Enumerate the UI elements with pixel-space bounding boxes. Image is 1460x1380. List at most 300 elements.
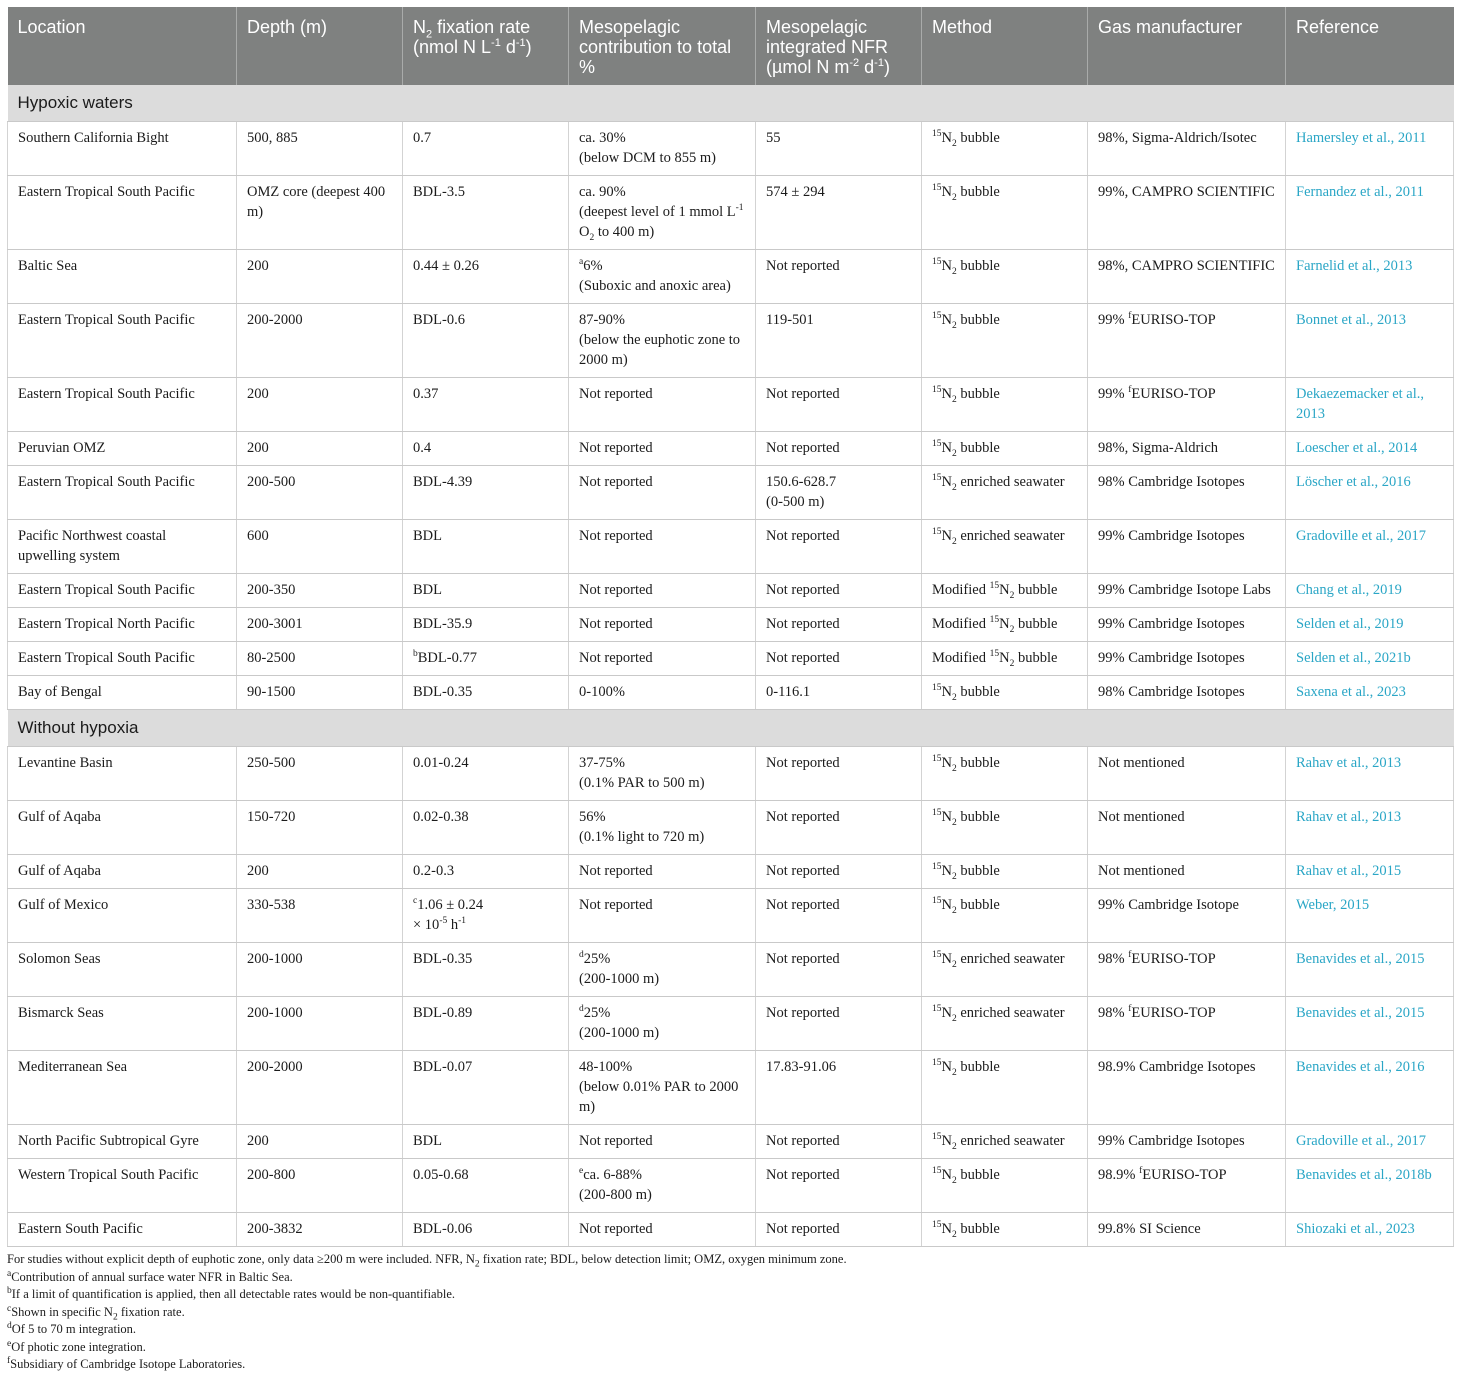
cell-reference[interactable] bbox=[1286, 1213, 1454, 1247]
cell-text: N bbox=[941, 863, 952, 879]
cell-text: EURISO-TOP bbox=[1131, 951, 1216, 967]
cell-text: (200-1000 m) bbox=[579, 971, 660, 987]
cell-method bbox=[922, 574, 1088, 608]
cell-depth bbox=[237, 574, 403, 608]
cell-nfr bbox=[403, 1125, 569, 1159]
cell-text: 15 bbox=[932, 808, 942, 819]
table-row bbox=[8, 676, 1454, 710]
cell-reference[interactable] bbox=[1286, 997, 1454, 1051]
cell-text: 87-90% bbox=[579, 312, 625, 328]
cell-text: bubble bbox=[956, 897, 1000, 913]
cell-text: 98% Cambridge Isotopes bbox=[1098, 474, 1245, 490]
cell-contribution bbox=[569, 1213, 756, 1247]
cell-text: Not reported bbox=[766, 258, 840, 274]
cell-method bbox=[922, 801, 1088, 855]
cell-integrated bbox=[756, 1051, 922, 1125]
cell-reference[interactable] bbox=[1286, 1159, 1454, 1213]
cell-text: bubble bbox=[956, 184, 1000, 200]
cell-text: Not reported bbox=[579, 582, 653, 598]
cell-text: Eastern South Pacific bbox=[18, 1221, 143, 1237]
cell-text: 200 bbox=[247, 1133, 269, 1149]
cell-text: Not reported bbox=[766, 650, 840, 666]
table-row bbox=[8, 608, 1454, 642]
cell-text: Löscher et al., 2016 bbox=[1296, 474, 1411, 490]
table-row bbox=[8, 304, 1454, 378]
cell-location bbox=[8, 1213, 237, 1247]
cell-location bbox=[8, 642, 237, 676]
cell-integrated bbox=[756, 855, 922, 889]
cell-text: 2 bbox=[951, 138, 957, 149]
cell-text: N bbox=[941, 897, 952, 913]
cell-reference[interactable] bbox=[1286, 747, 1454, 801]
cell-integrated bbox=[756, 466, 922, 520]
cell-text: 2 bbox=[951, 763, 957, 774]
cell-text: Eastern Tropical South Pacific bbox=[18, 386, 195, 402]
cell-method bbox=[922, 304, 1088, 378]
cell-text: (0.1% light to 720 m) bbox=[579, 829, 705, 845]
cell-text: EURISO-TOP bbox=[1131, 1005, 1216, 1021]
cell-text: Not reported bbox=[579, 650, 653, 666]
cell-text: Loescher et al., 2014 bbox=[1296, 440, 1418, 456]
cell-location bbox=[8, 378, 237, 432]
cell-text: 15 bbox=[989, 581, 1000, 592]
cell-reference[interactable] bbox=[1286, 378, 1454, 432]
cell-text: 15 bbox=[932, 1220, 942, 1231]
cell-text: Hamersley et al., 2011 bbox=[1296, 130, 1427, 146]
cell-text: N bbox=[941, 386, 952, 402]
cell-text: bubble bbox=[956, 312, 1000, 328]
cell-text: N bbox=[941, 130, 952, 146]
cell-reference[interactable] bbox=[1286, 676, 1454, 710]
cell-text: bubble bbox=[956, 1059, 1000, 1075]
cell-text: N bbox=[999, 582, 1010, 598]
cell-contribution bbox=[569, 250, 756, 304]
cell-text: -1 bbox=[735, 203, 744, 214]
cell-method bbox=[922, 747, 1088, 801]
cell-text: BDL-0.06 bbox=[413, 1221, 473, 1237]
cell-text: 200-3832 bbox=[247, 1221, 303, 1237]
cell-text: Selden et al., 2021b bbox=[1296, 650, 1411, 666]
cell-text: 2 bbox=[951, 959, 957, 970]
cell-gas bbox=[1088, 466, 1286, 520]
cell-reference[interactable] bbox=[1286, 574, 1454, 608]
cell-depth bbox=[237, 378, 403, 432]
cell-contribution bbox=[569, 889, 756, 943]
cell-text: BDL bbox=[413, 582, 442, 598]
cell-text: (below 0.01% PAR to 2000 m) bbox=[579, 1079, 739, 1115]
cell-text: 98%, Sigma-Aldrich/Isotec bbox=[1098, 130, 1257, 146]
cell-text: N bbox=[941, 951, 952, 967]
cell-depth bbox=[237, 122, 403, 176]
cell-method bbox=[922, 642, 1088, 676]
cell-text: N bbox=[941, 1059, 952, 1075]
cell-text: Gradoville et al., 2017 bbox=[1296, 1133, 1427, 1149]
cell-text: 15 bbox=[932, 473, 942, 484]
footnotes bbox=[7, 1251, 1453, 1374]
cell-text: 15 bbox=[932, 1166, 942, 1177]
cell-text: ca. 30% bbox=[579, 130, 626, 146]
cell-location bbox=[8, 520, 237, 574]
cell-text: BDL bbox=[413, 1133, 442, 1149]
cell-location bbox=[8, 176, 237, 250]
cell-text: Not reported bbox=[766, 616, 840, 632]
cell-contribution bbox=[569, 855, 756, 889]
cell-depth bbox=[237, 801, 403, 855]
cell-contribution bbox=[569, 520, 756, 574]
cell-text: 99% bbox=[1098, 312, 1129, 328]
cell-text: 55 bbox=[766, 130, 781, 146]
cell-text: 2 bbox=[951, 192, 957, 203]
cell-text: N bbox=[999, 650, 1010, 666]
cell-method bbox=[922, 250, 1088, 304]
table-row bbox=[8, 889, 1454, 943]
cell-text: d bbox=[579, 1004, 584, 1015]
cell-reference[interactable] bbox=[1286, 176, 1454, 250]
cell-text: 6% bbox=[583, 258, 603, 274]
cell-reference[interactable] bbox=[1286, 466, 1454, 520]
cell-text: O bbox=[579, 224, 590, 240]
cell-integrated bbox=[756, 943, 922, 997]
cell-integrated bbox=[756, 801, 922, 855]
cell-text: (200-1000 m) bbox=[579, 1025, 660, 1041]
cell-text: 0-116.1 bbox=[766, 684, 811, 700]
cell-text: 98.9% Cambridge Isotopes bbox=[1098, 1059, 1256, 1075]
cell-contribution bbox=[569, 1159, 756, 1213]
cell-text: 99%, CAMPRO SCIENTIFIC bbox=[1098, 184, 1275, 200]
cell-text: 2 bbox=[1009, 590, 1015, 601]
cell-text: a bbox=[579, 257, 584, 268]
cell-text: bubble bbox=[956, 1221, 1000, 1237]
cell-text: (200-800 m) bbox=[579, 1187, 652, 1203]
cell-text: 200-1000 bbox=[247, 951, 303, 967]
table-row bbox=[8, 1159, 1454, 1213]
cell-contribution bbox=[569, 642, 756, 676]
cell-text: Not reported bbox=[579, 440, 653, 456]
cell-location bbox=[8, 122, 237, 176]
cell-text: Eastern Tropical South Pacific bbox=[18, 474, 195, 490]
cell-contribution bbox=[569, 304, 756, 378]
col-contribution: Mesopelagic contribution to total % bbox=[569, 7, 756, 85]
table-row bbox=[8, 1213, 1454, 1247]
cell-text: 37-75% bbox=[579, 755, 625, 771]
table-row bbox=[8, 176, 1454, 250]
cell-text: Benavides et al., 2016 bbox=[1296, 1059, 1425, 1075]
cell-text: 25% bbox=[583, 1005, 611, 1021]
cell-text: 200 bbox=[247, 863, 269, 879]
cell-text: Fernandez et al., 2011 bbox=[1296, 184, 1424, 200]
cell-text: 0.4 bbox=[413, 440, 432, 456]
cell-text: Not reported bbox=[579, 528, 653, 544]
cell-integrated bbox=[756, 1125, 922, 1159]
cell-text: (below the euphotic zone to 2000 m) bbox=[579, 332, 741, 368]
cell-nfr bbox=[403, 466, 569, 520]
cell-text: 48-100% bbox=[579, 1059, 633, 1075]
cell-location bbox=[8, 747, 237, 801]
cell-text: 98%, CAMPRO SCIENTIFIC bbox=[1098, 258, 1275, 274]
cell-method bbox=[922, 608, 1088, 642]
cell-text: N bbox=[941, 258, 952, 274]
section-hypoxic-label: Hypoxic waters bbox=[8, 85, 1454, 122]
cell-reference[interactable] bbox=[1286, 943, 1454, 997]
cell-reference[interactable] bbox=[1286, 122, 1454, 176]
cell-text: 200-350 bbox=[247, 582, 296, 598]
cell-text: North Pacific Subtropical Gyre bbox=[18, 1133, 199, 1149]
cell-text: BDL bbox=[413, 528, 442, 544]
cell-text: BDL-0.35 bbox=[413, 951, 473, 967]
cell-text: 200 bbox=[247, 440, 269, 456]
cell-text: Rahav et al., 2015 bbox=[1296, 863, 1402, 879]
cell-integrated bbox=[756, 608, 922, 642]
cell-text: bubble bbox=[956, 684, 1000, 700]
cell-text: 15 bbox=[932, 439, 942, 450]
cell-gas bbox=[1088, 997, 1286, 1051]
cell-text: N bbox=[941, 1005, 952, 1021]
cell-location bbox=[8, 801, 237, 855]
cell-text: 17.83-91.06 bbox=[766, 1059, 837, 1075]
cell-text: N bbox=[941, 184, 952, 200]
col-nfr: $N_2$ fixation rate (nmol N $L^{-1}$ $d^{-1}$) bbox=[403, 7, 569, 85]
cell-text: Gradoville et al., 2017 bbox=[1296, 528, 1427, 544]
cell-contribution bbox=[569, 432, 756, 466]
table-row bbox=[8, 642, 1454, 676]
table-row bbox=[8, 1125, 1454, 1159]
cell-text: N bbox=[941, 312, 952, 328]
cell-gas bbox=[1088, 176, 1286, 250]
cell-text: bubble bbox=[956, 863, 1000, 879]
cell-text: 15 bbox=[932, 527, 942, 538]
cell-text: 15 bbox=[989, 649, 1000, 660]
cell-text: 2 bbox=[951, 536, 957, 547]
cell-integrated bbox=[756, 1159, 922, 1213]
cell-text: 200-1000 bbox=[247, 1005, 303, 1021]
cell-text: Weber, 2015 bbox=[1296, 897, 1370, 913]
cell-text: 119-501 bbox=[766, 312, 814, 328]
cell-text: 15 bbox=[932, 257, 942, 268]
cell-text: -1 bbox=[458, 916, 467, 927]
cell-contribution bbox=[569, 801, 756, 855]
cell-text: 150.6-628.7 bbox=[766, 474, 837, 490]
cell-text: Not reported bbox=[579, 616, 653, 632]
cell-method bbox=[922, 1051, 1088, 1125]
cell-text: 2 bbox=[951, 1067, 957, 1078]
table-row bbox=[8, 520, 1454, 574]
cell-location bbox=[8, 432, 237, 466]
cell-location bbox=[8, 250, 237, 304]
cell-reference[interactable] bbox=[1286, 520, 1454, 574]
cell-integrated bbox=[756, 176, 922, 250]
cell-text: BDL-3.5 bbox=[413, 184, 465, 200]
col-method: Method bbox=[922, 7, 1088, 85]
cell-contribution bbox=[569, 1051, 756, 1125]
cell-nfr bbox=[403, 676, 569, 710]
cell-depth bbox=[237, 432, 403, 466]
col-depth: Depth (m) bbox=[237, 7, 403, 85]
cell-method bbox=[922, 1159, 1088, 1213]
cell-text: N bbox=[941, 1167, 952, 1183]
cell-text: Levantine Basin bbox=[18, 755, 113, 771]
cell-text: 56% bbox=[579, 809, 606, 825]
cell-method bbox=[922, 176, 1088, 250]
cell-integrated bbox=[756, 889, 922, 943]
cell-text: BDL-0.35 bbox=[413, 684, 473, 700]
cell-method bbox=[922, 889, 1088, 943]
footnote-c: $^c$Shown in specific $N_2$ fixation rate. bbox=[7, 1303, 185, 1322]
col-location: Location bbox=[8, 7, 237, 85]
cell-text: 2 bbox=[951, 817, 957, 828]
cell-gas bbox=[1088, 250, 1286, 304]
cell-nfr bbox=[403, 747, 569, 801]
cell-integrated bbox=[756, 304, 922, 378]
cell-text: BDL-0.6 bbox=[413, 312, 465, 328]
cell-nfr bbox=[403, 943, 569, 997]
cell-nfr bbox=[403, 304, 569, 378]
cell-contribution bbox=[569, 747, 756, 801]
cell-text: enriched seawater bbox=[956, 1133, 1065, 1149]
section-without-hypoxia bbox=[8, 710, 1454, 747]
cell-text: 200 bbox=[247, 386, 269, 402]
cell-text: Gulf of Mexico bbox=[18, 897, 109, 913]
cell-nfr bbox=[403, 642, 569, 676]
table-row bbox=[8, 432, 1454, 466]
footnote-a: $^a$Contribution of annual surface water NFR in Baltic Sea. bbox=[7, 1268, 293, 1284]
cell-text: 15 bbox=[932, 129, 942, 140]
cell-method bbox=[922, 943, 1088, 997]
cell-text: Eastern Tropical South Pacific bbox=[18, 184, 195, 200]
cell-text: 15 bbox=[932, 683, 942, 694]
cell-integrated bbox=[756, 1213, 922, 1247]
cell-depth bbox=[237, 1125, 403, 1159]
cell-contribution bbox=[569, 943, 756, 997]
col-reference: Reference bbox=[1286, 7, 1454, 85]
cell-text: 0.44 ± 0.26 bbox=[413, 258, 479, 274]
cell-text: 80-2500 bbox=[247, 650, 296, 666]
cell-text: 2 bbox=[1009, 624, 1015, 635]
cell-location bbox=[8, 1159, 237, 1213]
cell-text: 0.05-0.68 bbox=[413, 1167, 469, 1183]
cell-text: Eastern Tropical South Pacific bbox=[18, 312, 195, 328]
cell-text: 200-800 bbox=[247, 1167, 296, 1183]
cell-nfr bbox=[403, 801, 569, 855]
cell-text: Peruvian OMZ bbox=[18, 440, 106, 456]
cell-text: 200-2000 bbox=[247, 312, 303, 328]
cell-text: enriched seawater bbox=[956, 1005, 1065, 1021]
table-body bbox=[8, 85, 1454, 1247]
section-hypoxic bbox=[8, 85, 1454, 122]
cell-text: e bbox=[579, 1166, 584, 1177]
col-integrated: Mesopelagic integrated NFR (µmol N $m^{-2}$ $d^{-1}$) bbox=[756, 7, 922, 85]
cell-text: enriched seawater bbox=[956, 951, 1065, 967]
cell-text: Gulf of Aqaba bbox=[18, 809, 101, 825]
cell-text: BDL-0.07 bbox=[413, 1059, 473, 1075]
cell-text: (0-500 m) bbox=[766, 494, 825, 510]
cell-text: 200-2000 bbox=[247, 1059, 303, 1075]
cell-gas bbox=[1088, 520, 1286, 574]
cell-text: to 400 m) bbox=[594, 224, 655, 240]
cell-reference[interactable] bbox=[1286, 608, 1454, 642]
cell-text: bubble bbox=[1014, 616, 1058, 632]
cell-text: Baltic Sea bbox=[18, 258, 78, 274]
cell-text: Not mentioned bbox=[1098, 755, 1185, 771]
cell-text: enriched seawater bbox=[956, 528, 1065, 544]
cell-text: 2 bbox=[951, 1229, 957, 1240]
cell-text: 99% Cambridge Isotopes bbox=[1098, 650, 1245, 666]
cell-text: bubble bbox=[956, 130, 1000, 146]
cell-text: 15 bbox=[932, 950, 942, 961]
cell-depth bbox=[237, 943, 403, 997]
cell-reference[interactable] bbox=[1286, 889, 1454, 943]
cell-depth bbox=[237, 747, 403, 801]
cell-gas bbox=[1088, 122, 1286, 176]
cell-reference[interactable] bbox=[1286, 304, 1454, 378]
cell-text: Not reported bbox=[766, 528, 840, 544]
cell-nfr bbox=[403, 1213, 569, 1247]
cell-depth bbox=[237, 608, 403, 642]
cell-reference[interactable] bbox=[1286, 855, 1454, 889]
col-gas: Gas manufacturer bbox=[1088, 7, 1286, 85]
cell-contribution bbox=[569, 608, 756, 642]
cell-text: 99% Cambridge Isotopes bbox=[1098, 1133, 1245, 1149]
cell-text: BDL-0.77 bbox=[417, 650, 477, 666]
cell-text: 15 bbox=[932, 754, 942, 765]
cell-reference[interactable] bbox=[1286, 801, 1454, 855]
cell-text: 99% Cambridge Isotope Labs bbox=[1098, 582, 1271, 598]
cell-text: BDL-0.89 bbox=[413, 1005, 473, 1021]
cell-text: 15 bbox=[932, 1004, 942, 1015]
cell-nfr bbox=[403, 122, 569, 176]
cell-gas bbox=[1088, 889, 1286, 943]
cell-text: c bbox=[413, 896, 418, 907]
table-row bbox=[8, 250, 1454, 304]
cell-text: Not reported bbox=[579, 1221, 653, 1237]
cell-integrated bbox=[756, 574, 922, 608]
cell-text: ca. 90% bbox=[579, 184, 626, 200]
cell-depth bbox=[237, 997, 403, 1051]
cell-text: 0.2-0.3 bbox=[413, 863, 455, 879]
cell-integrated bbox=[756, 642, 922, 676]
cell-text: Rahav et al., 2013 bbox=[1296, 809, 1402, 825]
table-row bbox=[8, 997, 1454, 1051]
cell-reference[interactable] bbox=[1286, 432, 1454, 466]
cell-text: 2 bbox=[951, 448, 957, 459]
cell-text: 99% Cambridge Isotopes bbox=[1098, 616, 1245, 632]
cell-reference[interactable] bbox=[1286, 250, 1454, 304]
cell-reference[interactable] bbox=[1286, 1051, 1454, 1125]
cell-gas bbox=[1088, 1159, 1286, 1213]
cell-text: Not reported bbox=[766, 582, 840, 598]
cell-nfr bbox=[403, 889, 569, 943]
cell-text: h bbox=[447, 917, 459, 933]
cell-text: Selden et al., 2019 bbox=[1296, 616, 1404, 632]
cell-reference[interactable] bbox=[1286, 1125, 1454, 1159]
cell-gas bbox=[1088, 574, 1286, 608]
footnote-b: $^b$If a limit of quantification is applied, then all detectable rates would be non-quantifiable. bbox=[7, 1285, 456, 1301]
table-row bbox=[8, 378, 1454, 432]
cell-text: 2 bbox=[951, 1175, 957, 1186]
cell-method bbox=[922, 378, 1088, 432]
cell-reference[interactable] bbox=[1286, 642, 1454, 676]
cell-text: Southern California Bight bbox=[18, 130, 169, 146]
cell-gas bbox=[1088, 304, 1286, 378]
cell-text: N bbox=[941, 684, 952, 700]
cell-text: Pacific Northwest coastal upwelling system bbox=[18, 528, 167, 564]
cell-text: 99% Cambridge Isotope bbox=[1098, 897, 1239, 913]
cell-text: Not reported bbox=[766, 386, 840, 402]
cell-text: (deepest level of 1 mmol L bbox=[579, 204, 736, 220]
cell-method bbox=[922, 997, 1088, 1051]
cell-text: N bbox=[941, 528, 952, 544]
cell-method bbox=[922, 676, 1088, 710]
cell-text: 98% bbox=[1098, 1005, 1129, 1021]
